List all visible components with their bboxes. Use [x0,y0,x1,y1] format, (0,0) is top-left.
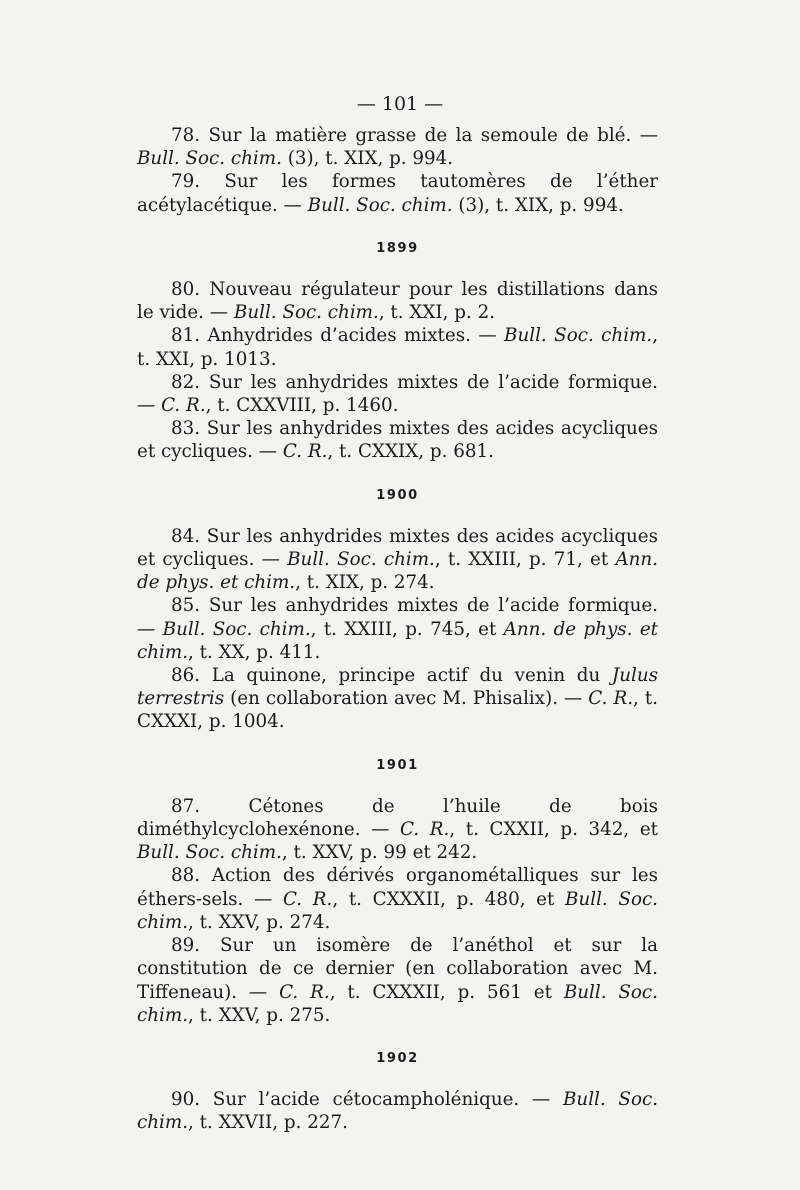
bibliography-entry [137,170,658,216]
bibliography-entry [137,124,658,170]
entry-citation: Bull. Soc. chim. [504,325,653,347]
entry-text: , t. XXIII, p. 71, et [434,549,616,571]
year-heading: 1900 [376,487,419,503]
entry-number: 89. [171,935,201,957]
bibliography-entry [137,525,658,595]
entry-text: (3), t. XIX, p. 994. [281,148,454,170]
entry-text: Sur les formes tautomères de l’éther acétylacétique. — [137,171,658,216]
year-heading: 1902 [376,1050,419,1066]
entry-text: , t. XXIII, p. 745, et [310,618,504,640]
entry-number: 90. [171,1089,201,1111]
entry-citation: C. R. [588,688,634,710]
entry-text: , t. XXI, p. 2. [378,302,496,324]
entry-text: Sur les anhydrides mixtes de l’acide formique. — [137,371,658,417]
entry-text: , t. CXXXII, p. 480, et [332,888,566,910]
entry-text: , t. CXXIX, p. 681. [327,441,494,463]
entry-text: Nouveau régulateur pour les distillations dans le vide. — [137,279,658,324]
bibliography-entry [137,594,658,664]
entry-citation: Bull. Soc. chim. [162,618,311,640]
entry-citation: Julus terrestris [137,665,658,710]
entry-citation: Bull. Soc. chim. [137,1089,659,1134]
entry-text: Sur l’acide cétocampholénique. — [200,1089,563,1111]
entry-citation: Bull. Soc. chim. [137,148,282,170]
entry-number: 82. [171,371,201,393]
entry-text: Sur un isomère de l’anéthol et sur la constitution de ce dernier (en collaboration avec M. Tiffeneau). — [137,935,658,1003]
entry-text: Sur les anhydrides mixtes des acides acycliques et cycliques. — [137,418,658,463]
entry-number: 88. [171,865,201,887]
year-heading: 1901 [376,757,419,773]
bibliography-entry [137,324,658,370]
entry-text: , t. CXXII, p. 342, et [449,819,658,841]
entry-text: (en collaboration avec M. Phisalix). — [224,688,589,710]
entry-text: , t. XX, p. 411. [188,641,321,663]
entry-text: (3), t. XIX, p. 994. [452,194,624,216]
entry-citation: C. R. [282,441,328,463]
entry-text: , t. XXV, p. 274. [188,911,331,933]
entry-number: 78. [171,125,201,146]
year-heading: 1899 [376,240,419,256]
entry-number: 85. [171,595,201,617]
entry-citation: Ann. de phys. et chim. [137,549,658,594]
entry-text: , t. XIX, p. 274. [295,572,435,594]
entry-number: 83. [171,418,201,440]
entry-text: , t. XXV, p. 275. [188,1004,331,1026]
entry-citation: Bull. Soc. chim. [307,194,453,216]
entry-text: , t. XXV, p. 99 et 242. [281,842,478,864]
bibliography-entry [137,417,658,463]
entry-number: 79. [171,171,201,193]
entry-text: , t. CXXXI, p. 1004. [137,688,658,733]
bibliography-list [137,124,658,1135]
entry-text: Cétones de l’huile de bois diméthylcyclohexénone. — [137,795,658,841]
page-number: — 101 — [356,93,444,115]
entry-text: , t. XXI, p. 1013. [137,325,659,370]
entry-text: Anhydrides d’acides mixtes. — [200,325,505,347]
entry-citation: Bull. Soc. chim. [233,302,379,324]
bibliography-entry [137,371,658,417]
bibliography-entry [137,934,658,1027]
entry-citation: Bull. Soc. chim. [287,549,435,571]
entry-text: , t. CXXXII, p. 561 et [329,981,564,1003]
bibliography-entry [137,795,658,865]
entry-citation: C. R. [279,981,330,1003]
entry-citation: C. R. [282,888,333,910]
entry-citation: Ann. de phys. et chim. [137,618,658,663]
entry-text: , t. XXVII, p. 227. [188,1112,348,1134]
entry-number: 86. [171,665,201,687]
entry-text: Sur les anhydrides mixtes des acides acycliques et cycliques. — [137,525,658,571]
entry-citation: Bull. Soc. chim. [137,842,282,864]
entry-number: 84. [171,525,201,547]
entry-text: Sur la matière grasse de la semoule de blé. — [200,125,658,146]
bibliography-entry [137,864,658,934]
bibliography-entry [137,278,658,324]
entry-text: La quinone, principe actif du venin du [200,665,612,687]
entry-citation: C. R. [161,395,206,417]
entry-citation: C. R. [400,819,450,841]
entry-text: Sur les anhydrides mixtes de l’acide formique. — [137,595,658,640]
entry-citation: Bull. Soc. chim. [137,888,658,933]
entry-text: Action des dérivés organométalliques sur les éthers-sels. — [137,865,658,910]
entry-number: 81. [171,325,201,347]
entry-text: , t. CXXVIII, p. 1460. [205,395,399,417]
bibliography-entry [137,1088,658,1134]
entry-number: 80. [171,279,201,301]
bibliography-entry [137,664,658,734]
entry-number: 87. [171,795,201,817]
entry-citation: Bull. Soc. chim. [137,981,658,1026]
